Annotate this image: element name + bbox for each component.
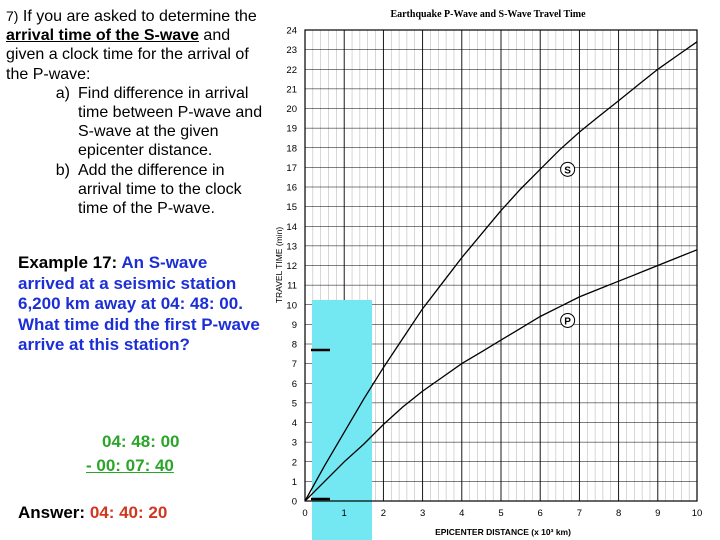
y-tick-label: 24 [286, 25, 297, 37]
y-tick-label: 0 [291, 496, 297, 508]
x-tick-label: 10 [691, 508, 703, 519]
series-p-label: P [564, 316, 571, 328]
y-tick-label: 12 [286, 261, 297, 272]
x-tick-label: 8 [615, 508, 622, 519]
chart-title: Earthquake P-Wave and S-Wave Travel Time [390, 9, 586, 20]
step-a-text: Find difference in arrival time between P-wave and S-wave at the given epicenter distance. [78, 84, 263, 160]
y-tick-label: 22 [286, 64, 297, 76]
y-tick-label: 1 [291, 476, 297, 488]
x-tick-label: 0 [302, 508, 308, 519]
intro-text-2: and given a clock time for the arrival of the P-wave: [6, 27, 249, 83]
calc-line-2: - 00: 07: 40 [86, 456, 174, 475]
y-tick-label: 8 [291, 339, 297, 351]
y-tick-label: 21 [286, 84, 297, 96]
y-tick-label: 17 [286, 162, 297, 174]
example-label: Example 17: [18, 253, 118, 272]
highlight-bar [312, 300, 372, 540]
series-s-label: S [564, 165, 571, 177]
y-tick-label: 18 [286, 143, 297, 155]
y-tick-label: 4 [291, 418, 297, 429]
intro-text-1: If you are asked to determine the [22, 8, 257, 25]
calc-line-1: 04: 48: 00 [102, 432, 180, 451]
y-tick-label: 23 [286, 45, 297, 57]
x-tick-label: 1 [341, 508, 347, 519]
x-tick-label: 3 [419, 508, 426, 519]
y-tick-label: 2 [291, 457, 297, 469]
y-tick-label: 14 [286, 221, 297, 233]
y-tick-label: 15 [286, 202, 297, 214]
y-tick-label: 16 [286, 182, 297, 194]
x-tick-label: 6 [537, 508, 543, 519]
example-text: An S-wave arrived at a seismic station 6,200 km away at 04: 48: 00. What time did the first P-wave arrive at this station? [18, 253, 260, 354]
y-tick-label: 7 [291, 359, 297, 371]
intro-emphasis: arrival time of the S-wave [6, 27, 199, 45]
y-tick-label: 6 [291, 378, 297, 390]
step-a-label: a) [55, 84, 70, 102]
y-tick-label: 19 [286, 123, 297, 135]
x-tick-label: 9 [655, 508, 661, 519]
x-tick-label: 4 [459, 508, 465, 519]
y-tick-label: 9 [291, 319, 297, 331]
x-tick-label: 5 [498, 508, 504, 519]
x-axis-label: EPICENTER DISTANCE (x 10³ km) [435, 527, 571, 537]
y-axis-label: TRAVEL TIME (min) [274, 226, 284, 304]
y-tick-label: 5 [291, 398, 297, 410]
y-tick-label: 20 [286, 104, 297, 115]
step-number: 7) [6, 8, 19, 24]
x-tick-label: 2 [380, 508, 387, 519]
y-tick-label: 3 [291, 437, 297, 449]
step-b-text: Add the difference in arrival time to the clock time of the P-wave. [78, 161, 242, 218]
y-tick-label: 13 [286, 241, 297, 253]
x-tick-label: 7 [576, 508, 583, 519]
y-tick-label: 11 [287, 280, 297, 292]
step-b-label: b) [55, 161, 70, 179]
answer-label: Answer: [18, 503, 86, 522]
answer-value: 04: 40: 20 [89, 503, 168, 522]
y-tick-label: 10 [286, 300, 297, 312]
